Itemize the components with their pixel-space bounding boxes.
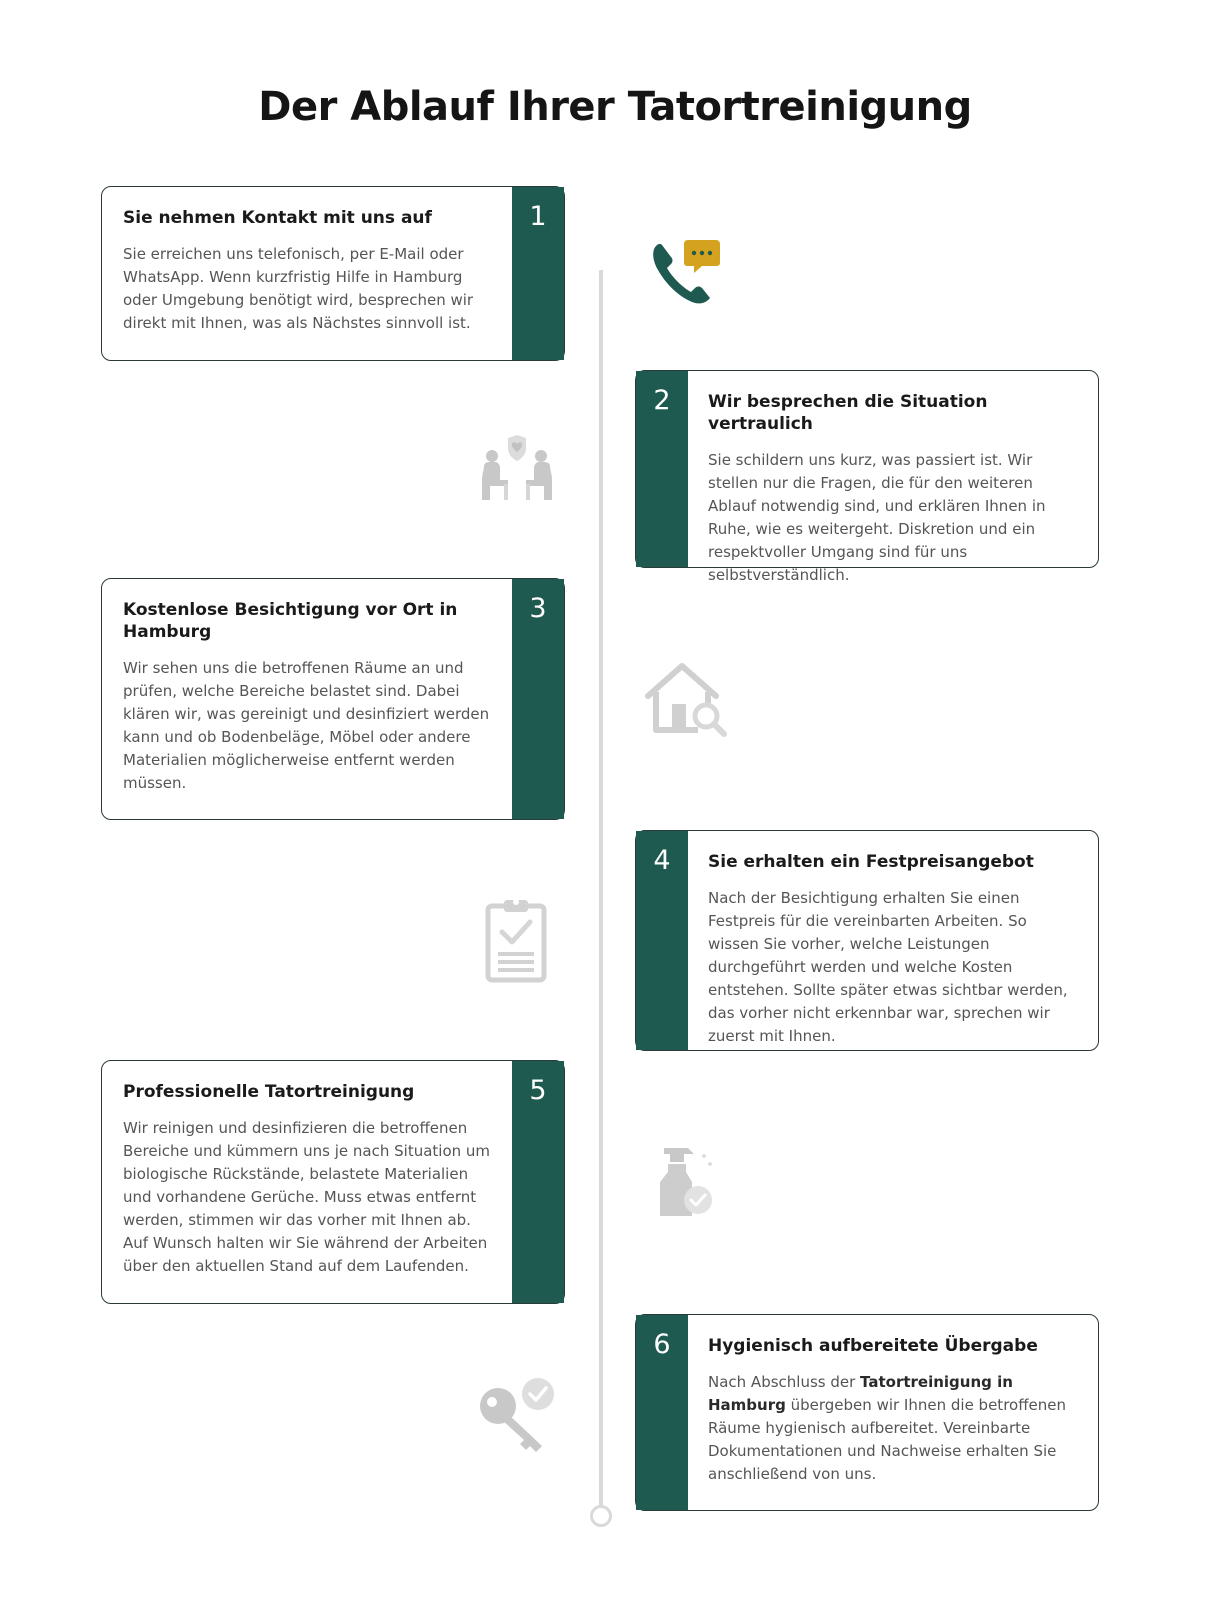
phone-chat-icon: [648, 236, 724, 308]
step-text: Sie schildern uns kurz, was passiert ist. Wir stellen nur die Fragen, die für den weiteren Ablauf notwendig sind, und erklären Ihnen in Ruhe, wie es weitergeht. Diskretion und ein respektvoller Umgang sind für uns selbstverständlich.: [708, 451, 1046, 584]
step-number: 3: [529, 593, 547, 624]
step-text: [708, 1371, 1074, 1486]
timeline-line: [599, 270, 603, 1506]
timeline-end-marker: [590, 1505, 612, 1527]
house-search-icon: [644, 660, 730, 738]
step-heading: Kostenlose Besichtigung vor Ort in Hamburg: [123, 600, 458, 642]
step-card-4: [635, 830, 1099, 1051]
step-text-start: Nach Abschluss der: [708, 1373, 861, 1391]
step-heading: Wir besprechen die Situation vertraulich: [708, 392, 988, 434]
step-heading: Professionelle Tatortreinigung: [123, 1082, 415, 1102]
step-text-end: übergeben wir Ihnen die betroffenen Räume hygienisch aufbereitet. Vereinbarte Dokumentationen und Nachweise erhalten Sie anschließend von uns.: [708, 1396, 1067, 1483]
step-number-bar: [512, 187, 564, 360]
page-title: Der Ablauf Ihrer Tatortreinigung: [258, 84, 972, 130]
step-number: 6: [653, 1329, 671, 1360]
step-number-bar: [512, 579, 564, 819]
step-card-5: [101, 1060, 565, 1304]
step-card-1: [101, 186, 565, 361]
step-text: Wir reinigen und desinfizieren die betroffenen Bereiche und kümmern uns je nach Situation um biologische Rückstände, belastete Materialien und vorhandene Gerüche. Muss etwas entfernt werden, stimmen wir das vorher mit Ihnen ab. Auf Wunsch halten wir Sie während der Arbeiten über den aktuellen Stand auf dem Laufenden.: [123, 1119, 491, 1275]
step-number-bar: [512, 1061, 564, 1303]
step-text: Sie erreichen uns telefonisch, per E-Mail oder WhatsApp. Wenn kurzfristig Hilfe in Hamburg oder Umgebung benötigt wird, besprechen wir direkt mit Ihnen, was als Nächstes sinnvoll ist.: [123, 245, 474, 332]
step-number-bar: [636, 371, 688, 567]
counseling-icon: [478, 434, 556, 506]
clipboard-check-icon: [484, 896, 548, 984]
step-text: Wir sehen uns die betroffenen Räume an und prüfen, welche Bereiche belastet sind. Dabei klären wir, was gereinigt und desinfiziert werden kann und ob Bodenbeläge, Möbel oder andere Materialien möglicherweise entfernt werden müssen.: [123, 659, 490, 792]
step-heading: Sie erhalten ein Festpreisangebot: [708, 852, 1034, 872]
step-number-bar: [636, 831, 688, 1050]
key-check-icon: [476, 1374, 560, 1454]
step-heading: Hygienisch aufbereitete Übergabe: [708, 1336, 1038, 1356]
step-number-bar: [636, 1315, 688, 1510]
step-card-3: [101, 578, 565, 820]
step-number: 4: [653, 845, 671, 876]
step-number: 2: [653, 385, 671, 416]
spray-bottle-icon: [654, 1144, 718, 1220]
step-heading: Sie nehmen Kontakt mit uns auf: [123, 208, 432, 228]
step-card-2: [635, 370, 1099, 584]
step-number: 5: [529, 1075, 547, 1106]
step-number: 1: [529, 201, 547, 232]
step-text-bold: Tatortreinigung in Hamburg: [708, 1373, 1013, 1414]
step-text: Nach der Besichtigung erhalten Sie einen Festpreis für die vereinbarten Arbeiten. So wissen Sie vorher, welche Leistungen durchgeführt werden und welche Kosten entstehen. Sollte später etwas sichtbar werden, das vorher nicht erkennbar war, sprechen wir zuerst mit Ihnen.: [708, 889, 1068, 1045]
step-card-6: [635, 1314, 1099, 1511]
